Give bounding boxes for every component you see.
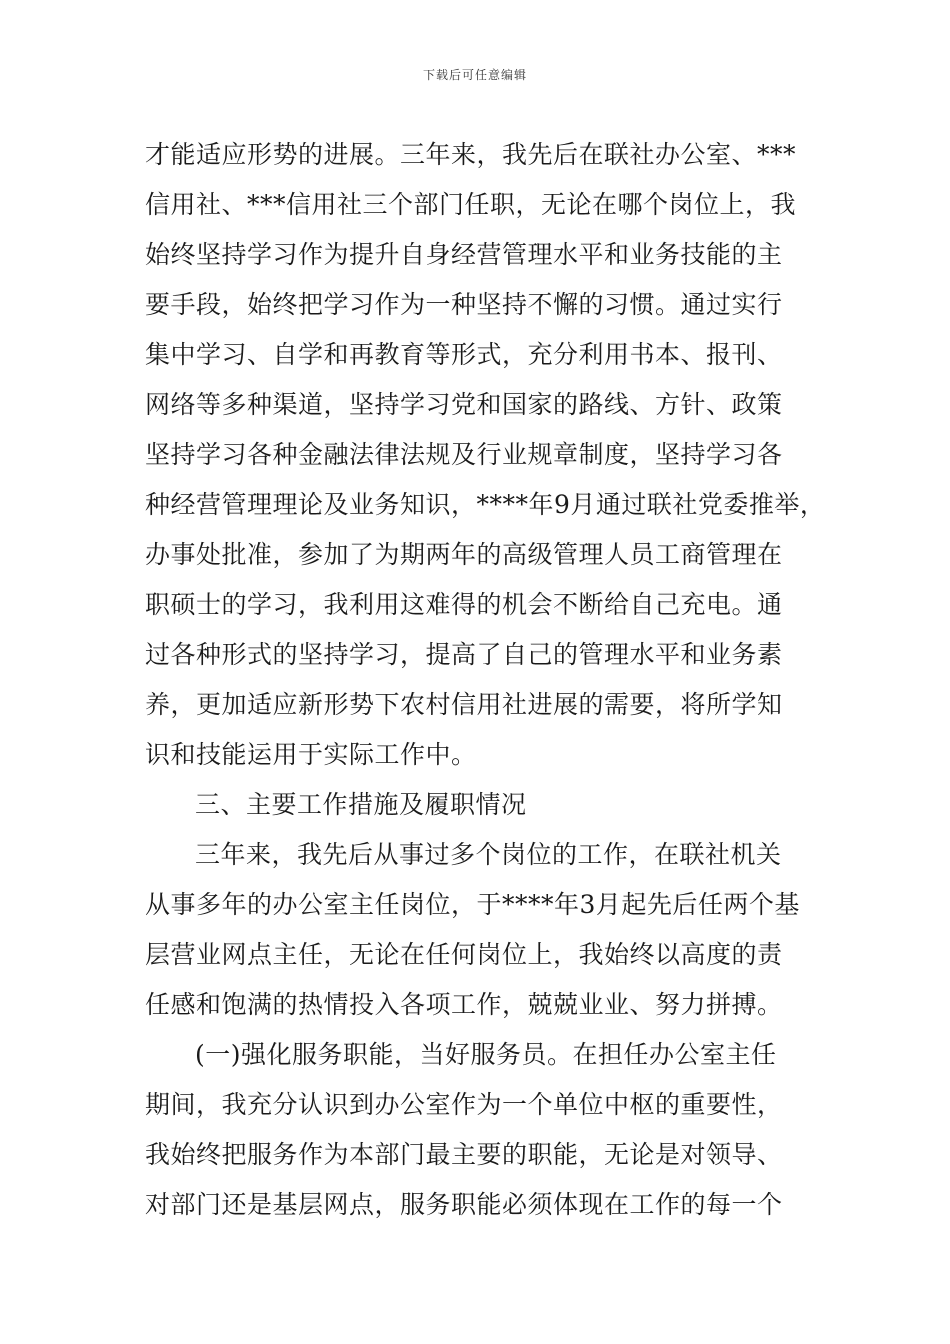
text-line: 对部门还是基层网点，服务职能必须体现在工作的每一个 bbox=[145, 1190, 783, 1219]
paragraph-first-line: (一)强化服务职能，当好服务员。在担任办公室主任 bbox=[195, 1040, 777, 1069]
text-line: 网络等多种渠道，坚持学习党和国家的路线、方针、政策 bbox=[145, 390, 783, 419]
text-line: 期间，我充分认识到办公室作为一个单位中枢的重要性， bbox=[145, 1090, 783, 1119]
text-line: 坚持学习各种金融法律法规及行业规章制度，坚持学习各 bbox=[145, 440, 783, 469]
text-line: 始终坚持学习作为提升自身经营管理水平和业务技能的主 bbox=[145, 240, 783, 269]
text-line: 种经营管理理论及业务知识，****年9月通过联社党委推举， bbox=[145, 490, 826, 519]
text-line: 集中学习、自学和再教育等形式，充分利用书本、报刊、 bbox=[145, 340, 783, 369]
text-line: 我始终把服务作为本部门最主要的职能，无论是对领导、 bbox=[145, 1140, 783, 1169]
text-line: 信用社、***信用社三个部门任职，无论在哪个岗位上，我 bbox=[145, 190, 797, 219]
text-line: 办事处批准，参加了为期两年的高级管理人员工商管理在 bbox=[145, 540, 783, 569]
document-body bbox=[145, 130, 825, 1230]
text-line: 任感和饱满的热情投入各项工作，兢兢业业、努力拼搏。 bbox=[145, 990, 783, 1019]
section-heading: 三、主要工作措施及履职情况 bbox=[195, 790, 527, 819]
text-line: 才能适应形势的进展。三年来，我先后在联社办公室、*** bbox=[145, 140, 797, 169]
text-line: 职硕士的学习，我利用这难得的机会不断给自己充电。通 bbox=[145, 590, 783, 619]
text-line: 要手段，始终把学习作为一种坚持不懈的习惯。通过实行 bbox=[145, 290, 783, 319]
text-line: 层营业网点主任，无论在任何岗位上，我始终以高度的责 bbox=[145, 940, 783, 969]
text-line: 养，更加适应新形势下农村信用社进展的需要，将所学知 bbox=[145, 690, 783, 719]
text-line: 识和技能运用于实际工作中。 bbox=[145, 740, 477, 769]
page-header: 下载后可任意编辑 bbox=[422, 68, 527, 82]
text-line: 过各种形式的坚持学习，提高了自己的管理水平和业务素 bbox=[145, 640, 783, 669]
text-line: 从事多年的办公室主任岗位，于****年3月起先后任两个基 bbox=[145, 890, 800, 919]
paragraph-first-line: 三年来，我先后从事过多个岗位的工作，在联社机关 bbox=[195, 840, 782, 869]
